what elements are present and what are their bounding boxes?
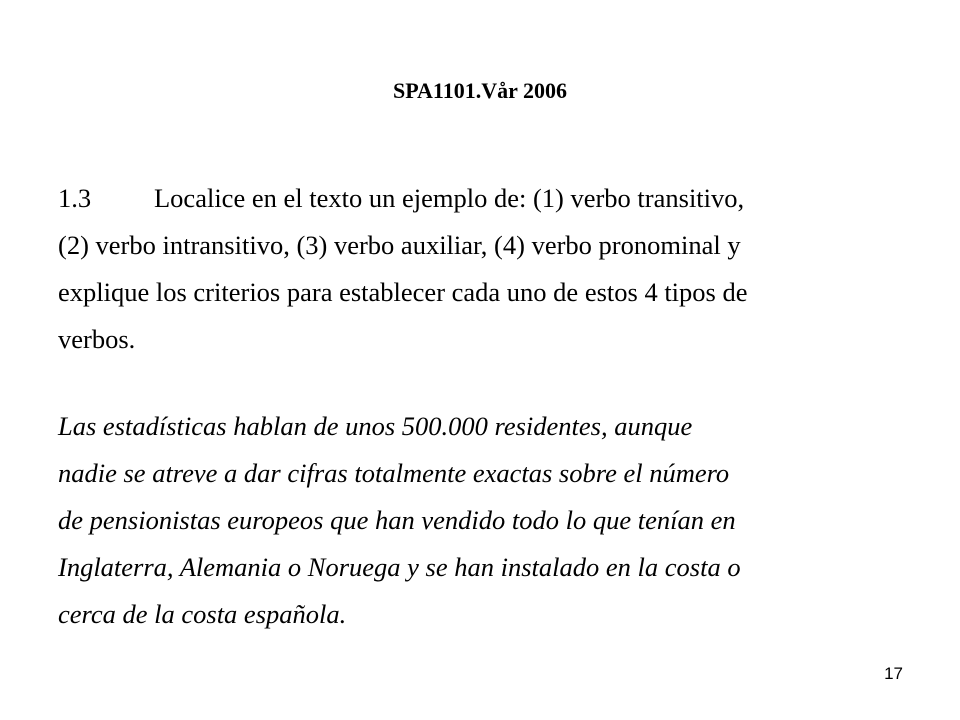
question-line: explique los criterios para establecer cada uno de estos 4 tipos de — [58, 277, 748, 307]
question-line: verbos. — [58, 324, 136, 354]
passage-line: nadie se atreve a dar cifras totalmente exactas sobre el número — [58, 458, 730, 488]
exercise-question — [58, 175, 938, 363]
passage-line: Las estadísticas hablan de unos 500.000 residentes, aunque — [58, 411, 693, 441]
example-passage — [58, 403, 938, 638]
page-number: 17 — [884, 664, 903, 683]
question-number: 1.3 — [58, 183, 92, 213]
course-header: SPA1101.Vår 2006 — [393, 78, 567, 103]
question-line: (2) verbo intransitivo, (3) verbo auxiliar, (4) verbo pronominal y — [58, 230, 741, 260]
passage-line: Inglaterra, Alemania o Noruega y se han instalado en la costa o — [58, 552, 741, 582]
question-line — [58, 175, 938, 222]
passage-line: de pensionistas europeos que han vendido todo lo que tenían en — [58, 505, 736, 535]
passage-line: cerca de la costa española. — [58, 599, 347, 629]
question-text: Localice en el texto un ejemplo de: (1) verbo transitivo, — [154, 183, 745, 213]
